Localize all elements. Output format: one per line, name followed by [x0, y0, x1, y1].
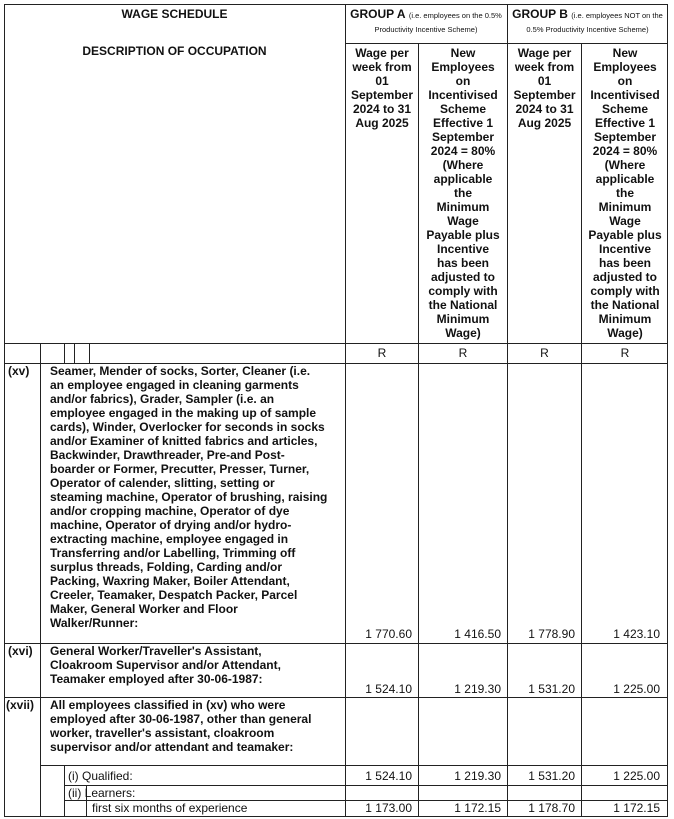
- value-cell: 1 173.00: [365, 801, 412, 815]
- description-line: Walker/Runner:: [50, 616, 139, 630]
- value-cell: 1 172.15: [454, 801, 501, 815]
- row-divider: [345, 43, 668, 44]
- row-divider: [40, 765, 668, 766]
- header-line: Employees: [431, 60, 495, 74]
- group-b-title: GROUP B: [512, 7, 568, 21]
- header-line: Aug 2025: [517, 116, 572, 130]
- header-line: has been: [436, 256, 490, 270]
- header-line: comply with: [590, 284, 660, 298]
- col-a-wage-header: [346, 46, 418, 130]
- header-line: Incentive: [598, 242, 652, 256]
- header-line: Incentivised: [590, 88, 660, 102]
- description-heading: DESCRIPTION OF OCCUPATION: [82, 44, 267, 58]
- header-line: comply with: [428, 284, 498, 298]
- description-line: cards), Winder, Overlocker for seconds in socks: [50, 420, 325, 434]
- description-line: General Worker/Traveller's Assistant,: [50, 644, 262, 658]
- blank-cell-divider: [64, 343, 65, 363]
- description-line: machine, Operator of drying and/or hydro-: [50, 518, 292, 532]
- description-line: Backwinder, Drawthreader, Pre-and Post-: [50, 448, 285, 462]
- value-cell: 1 531.20: [528, 682, 575, 696]
- header-line: applicable: [433, 172, 493, 186]
- wage-schedule-title: WAGE SCHEDULE: [121, 7, 228, 21]
- header-line: week from: [352, 60, 412, 74]
- currency-label: R: [620, 346, 630, 360]
- first-six-months-label: first six months of experience: [92, 801, 248, 815]
- header-line: Scheme: [601, 102, 649, 116]
- description-line: extracting machine, employee engaged in: [50, 532, 289, 546]
- value-cell: 1 423.10: [613, 627, 660, 641]
- row-number: (xvii): [6, 698, 35, 712]
- header-line: Wage per: [355, 46, 409, 60]
- description-line: Cloakroom Supervisor and/or Attendant,: [50, 658, 281, 672]
- header-line: New: [612, 46, 638, 60]
- header-line: Aug 2025: [355, 116, 409, 130]
- description-line: Packing, Waxring Maker, Boiler Attendant,: [50, 574, 290, 588]
- value-cell: 1 778.90: [528, 627, 575, 641]
- row-xvii-description: [50, 698, 342, 754]
- group-a-note: (i.e. employees on the 0.5% Productivity Incentive Scheme): [374, 11, 502, 34]
- header-line: (Where: [442, 158, 484, 172]
- header-line: Minimum: [436, 312, 490, 326]
- description-line: employed after 30-06-1987, other than general: [50, 712, 312, 726]
- col-a-new-header: [419, 46, 507, 340]
- value-cell: 1 531.20: [528, 769, 575, 783]
- header-line: Minimum: [598, 312, 652, 326]
- row-divider: [4, 343, 668, 344]
- group-a-header: [347, 7, 505, 35]
- group-a-title: GROUP A: [350, 7, 406, 21]
- header-line: Incentivised: [428, 88, 498, 102]
- header-line: Minimum: [436, 200, 490, 214]
- col-b-new-header: [582, 46, 668, 340]
- row-xv-description: [50, 364, 342, 630]
- currency-label: R: [377, 346, 387, 360]
- value-cell: 1 178.70: [528, 801, 575, 815]
- description-line: and/or Examiner of knitted fabrics and articles,: [50, 434, 318, 448]
- blank-cell-divider: [74, 343, 75, 363]
- row-number: (xv): [8, 364, 30, 378]
- group-b-note: (i.e. employees NOT on the 0.5% Productivity Incentive Scheme): [526, 11, 663, 34]
- value-cell: 1 225.00: [613, 769, 660, 783]
- description-line: surplus threads, Folding, Carding and/or: [50, 560, 283, 574]
- value-cell: 1 524.10: [365, 769, 412, 783]
- header-line: New: [450, 46, 476, 60]
- header-line: Wage: [447, 214, 479, 228]
- description-line: employee engaged in the making up of sample: [50, 406, 317, 420]
- description-line: boarder or Former, Precutter, Presser, Turner,: [50, 462, 310, 476]
- header-line: 2024 to 31: [515, 102, 574, 116]
- value-cell: 1 219.30: [454, 682, 501, 696]
- header-line: on: [455, 74, 471, 88]
- row-number: (xvi): [8, 644, 33, 658]
- description-line: an employee engaged in cleaning garments: [50, 378, 299, 392]
- learners-label: (ii) Learners:: [68, 786, 136, 800]
- header-line: week from: [514, 60, 575, 74]
- header-line: Wage per: [517, 46, 572, 60]
- value-cell: 1 219.30: [454, 769, 501, 783]
- header-line: the: [454, 186, 472, 200]
- description-line: supervisor and/or attendant and teamaker:: [50, 740, 294, 754]
- header-line: September: [350, 88, 414, 102]
- header-line: September: [431, 130, 495, 144]
- row-divider: [64, 785, 668, 786]
- header-line: 2024 = 80%: [592, 144, 658, 158]
- header-line: 01: [375, 74, 389, 88]
- description-line: Maker, General Worker and Floor: [50, 602, 238, 616]
- header-line: adjusted to: [430, 270, 495, 284]
- value-cell: 1 172.15: [613, 801, 660, 815]
- header-line: Scheme: [439, 102, 487, 116]
- header-line: September: [593, 130, 657, 144]
- header-line: on: [617, 74, 633, 88]
- header-line: the: [616, 186, 634, 200]
- header-line: (Where: [604, 158, 646, 172]
- description-line: Transferring and/or Labelling, Trimming off: [50, 546, 296, 560]
- header-line: the National: [428, 298, 498, 312]
- value-cell: 1 524.10: [365, 682, 412, 696]
- header-line: Payable plus: [588, 228, 662, 242]
- row-xvi-description: [50, 644, 342, 686]
- header-line: has been: [598, 256, 652, 270]
- description-line: Seamer, Mender of socks, Sorter, Cleaner (i.e.: [50, 364, 311, 378]
- col-b-wage-header: [508, 46, 581, 130]
- header-line: applicable: [595, 172, 655, 186]
- group-b-header: [509, 7, 666, 35]
- header-line: Employees: [593, 60, 657, 74]
- description-line: and/or cropping machine, Operator of dye: [50, 504, 290, 518]
- header-line: Wage): [445, 326, 481, 340]
- description-line: Creeler, Teamaker, Despatch Packer, Parcel: [50, 588, 298, 602]
- header-line: Incentive: [436, 242, 490, 256]
- header-line: Effective 1: [432, 116, 494, 130]
- header-line: adjusted to: [592, 270, 657, 284]
- description-line: Teamaker employed after 30-06-1987:: [50, 672, 263, 686]
- description-line: Operator of calender, slitting, setting or: [50, 476, 275, 490]
- header-line: 2024 = 80%: [430, 144, 496, 158]
- header-line: Payable plus: [426, 228, 500, 242]
- header-line: 01: [537, 74, 552, 88]
- header-line: September: [513, 88, 576, 102]
- currency-label: R: [540, 346, 549, 360]
- value-cell: 1 225.00: [613, 682, 660, 696]
- header-line: Effective 1: [594, 116, 656, 130]
- description-line: and/or fabrics), Grader, Sampler (i.e. an: [50, 392, 275, 406]
- value-cell: 1 770.60: [365, 627, 412, 641]
- description-line: steaming machine, Operator of brushing, raising: [50, 490, 328, 504]
- header-line: 2024 to 31: [352, 102, 412, 116]
- header-line: Wage): [607, 326, 643, 340]
- col-divider: [40, 343, 41, 817]
- value-cell: 1 416.50: [454, 627, 501, 641]
- qualified-label: (i) Qualified:: [68, 769, 133, 783]
- description-line: All employees classified in (xv) who were: [50, 698, 286, 712]
- currency-label: R: [458, 346, 468, 360]
- header-line: Minimum: [598, 200, 652, 214]
- header-line: the National: [590, 298, 660, 312]
- description-line: worker, traveller's assistant, cloakroom: [50, 726, 275, 740]
- header-line: Wage: [609, 214, 641, 228]
- subitem-divider: [64, 765, 65, 817]
- blank-cell-divider: [89, 343, 90, 363]
